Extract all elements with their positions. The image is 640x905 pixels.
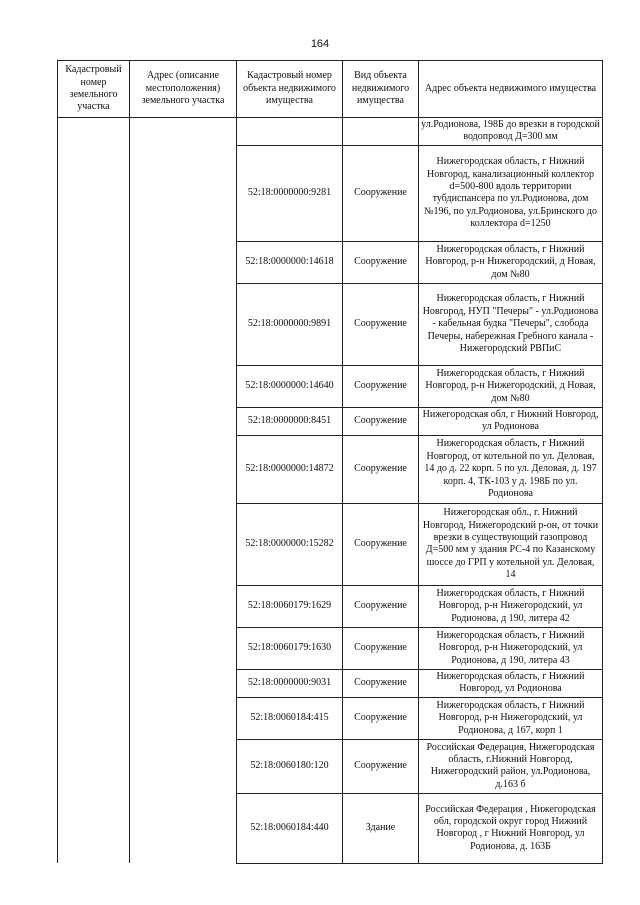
object-address: Российская Федерация , Нижегородская обл, городской округ город Нижний Новгород , г Нижний Новгород, ул Родионова, д. 163Б <box>419 793 603 863</box>
land-cadastral-cell <box>58 145 130 241</box>
land-address-cell <box>130 365 237 407</box>
object-cadastral-number: 52:18:0060184:440 <box>237 793 343 863</box>
object-cadastral-number: 52:18:0000000:9891 <box>237 283 343 365</box>
land-address-cell <box>130 503 237 585</box>
land-address-cell <box>130 627 237 669</box>
object-type: Сооружение <box>343 697 419 739</box>
object-cadastral-number: 52:18:0000000:14640 <box>237 365 343 407</box>
table-row <box>58 669 603 697</box>
object-address: Нижегородская область, г Нижний Новгород, ул Родионова <box>419 669 603 697</box>
object-type: Сооружение <box>343 283 419 365</box>
object-cadastral-number: 52:18:0060179:1630 <box>237 627 343 669</box>
land-cadastral-cell <box>58 627 130 669</box>
header-object-type: Вид объекта недвижимого имущества <box>343 61 419 118</box>
object-cadastral-number: 52:18:0000000:14618 <box>237 241 343 283</box>
land-address-cell <box>130 283 237 365</box>
table-row <box>58 145 603 241</box>
table-row <box>58 739 603 793</box>
object-type: Сооружение <box>343 669 419 697</box>
object-cadastral-number: 52:18:0000000:15282 <box>237 503 343 585</box>
object-type: Сооружение <box>343 627 419 669</box>
property-registry-table <box>57 60 603 864</box>
header-object-address: Адрес объекта недвижимого имущества <box>419 61 603 118</box>
land-cadastral-cell <box>58 585 130 627</box>
object-type: Сооружение <box>343 407 419 435</box>
table-row <box>58 585 603 627</box>
object-address: Нижегородская область, г Нижний Новгород, р-н Нижегородский, ул Родионова, д 190, литера 42 <box>419 585 603 627</box>
header-object-cadastral-number: Кадастровый номер объекта недвижимого имущества <box>237 61 343 118</box>
object-cadastral-number: 52:18:0000000:9031 <box>237 669 343 697</box>
land-address-cell <box>130 697 237 739</box>
table-row <box>58 435 603 503</box>
land-address-cell <box>130 793 237 863</box>
page-number: 164 <box>310 38 330 50</box>
object-cadastral-number: 52:18:0000000:14872 <box>237 435 343 503</box>
object-address: Нижегородская область, г Нижний Новгород, р-н Нижегородский, ул Родионова, д 167, корп 1 <box>419 697 603 739</box>
land-address-cell <box>130 435 237 503</box>
land-address-cell <box>130 118 237 146</box>
table-row <box>58 241 603 283</box>
land-cadastral-cell <box>58 283 130 365</box>
object-cadastral-number: 52:18:0000000:9281 <box>237 145 343 241</box>
land-cadastral-cell <box>58 241 130 283</box>
table-row <box>58 627 603 669</box>
land-address-cell <box>130 407 237 435</box>
land-cadastral-cell <box>58 435 130 503</box>
table-row <box>58 365 603 407</box>
object-address: Российская Федерация, Нижегородская область, г.Нижний Новгород, Нижегородский район, ул.Родионова, д.163 б <box>419 739 603 793</box>
object-address: Нижегородская обл., г. Нижний Новгород, Нижегородский р-он, от точки врезки в существующий газопровод Д=500 мм у здания РС-4 по Казанскому шоссе до ГРП у котельной ул. Деловая, 14 <box>419 503 603 585</box>
object-type: Сооружение <box>343 241 419 283</box>
object-address-cell: ул.Родионова, 198Б до врезки в городской водопровод Д=300 мм <box>419 118 603 146</box>
header-row <box>58 61 603 118</box>
land-cadastral-cell <box>58 739 130 793</box>
object-address: Нижегородская область, г Нижний Новгород, НУП "Печеры" - ул.Родионова - кабельная будка "Печеры", слобода Печеры, набережная Гребного канала - Нижегородский РВПиС <box>419 283 603 365</box>
table-row <box>58 503 603 585</box>
object-cadastral-number: 52:18:0060184:415 <box>237 697 343 739</box>
table-row <box>58 793 603 863</box>
land-address-cell <box>130 145 237 241</box>
header-land-address: Адрес (описание местоположения) земельного участка <box>130 61 237 118</box>
object-cadastral-cell <box>237 118 343 146</box>
object-type: Сооружение <box>343 435 419 503</box>
table-row <box>58 697 603 739</box>
object-address: Нижегородская область, г Нижний Новгород, р-н Нижегородский, д Новая, дом №80 <box>419 365 603 407</box>
object-type: Сооружение <box>343 585 419 627</box>
table-row <box>58 407 603 435</box>
object-address: Нижегородская область, г Нижний Новгород, р-н Нижегородский, д Новая, дом №80 <box>419 241 603 283</box>
continuation-row <box>58 118 603 146</box>
object-type: Здание <box>343 793 419 863</box>
land-cadastral-cell <box>58 118 130 146</box>
object-cadastral-number: 52:18:0060179:1629 <box>237 585 343 627</box>
object-type: Сооружение <box>343 739 419 793</box>
object-type-cell <box>343 118 419 146</box>
object-address: Нижегородская область, г Нижний Новгород, канализационный коллектор d=500-800 вдоль территории тубдиспансера по ул.Родионова, дом №196, по ул.Родионова, ул.Бринского до коллектора d=1250 <box>419 145 603 241</box>
object-type: Сооружение <box>343 365 419 407</box>
land-cadastral-cell <box>58 669 130 697</box>
land-cadastral-cell <box>58 697 130 739</box>
object-type: Сооружение <box>343 145 419 241</box>
land-address-cell <box>130 241 237 283</box>
header-land-cadastral-number: Кадастровый номер земельного участка <box>58 61 130 118</box>
object-cadastral-number: 52:18:0000000:8451 <box>237 407 343 435</box>
object-address: Нижегородская область, г Нижний Новгород, от котельной по ул. Деловая, 14 до д. 22 корп. 5 по ул. Деловая, д. 197 корп. 4, ТК-103 у д. 198Б по ул. Родионова <box>419 435 603 503</box>
object-address: Нижегородская обл, г Нижний Новгород, ул Родионова <box>419 407 603 435</box>
object-cadastral-number: 52:18:0060180:120 <box>237 739 343 793</box>
land-cadastral-cell <box>58 365 130 407</box>
land-address-cell <box>130 669 237 697</box>
table-row <box>58 283 603 365</box>
land-cadastral-cell <box>58 407 130 435</box>
land-cadastral-cell <box>58 793 130 863</box>
object-type: Сооружение <box>343 503 419 585</box>
land-cadastral-cell <box>58 503 130 585</box>
land-address-cell <box>130 585 237 627</box>
land-address-cell <box>130 739 237 793</box>
object-address: Нижегородская область, г Нижний Новгород, р-н Нижегородский, ул Родионова, д 190, литера 43 <box>419 627 603 669</box>
